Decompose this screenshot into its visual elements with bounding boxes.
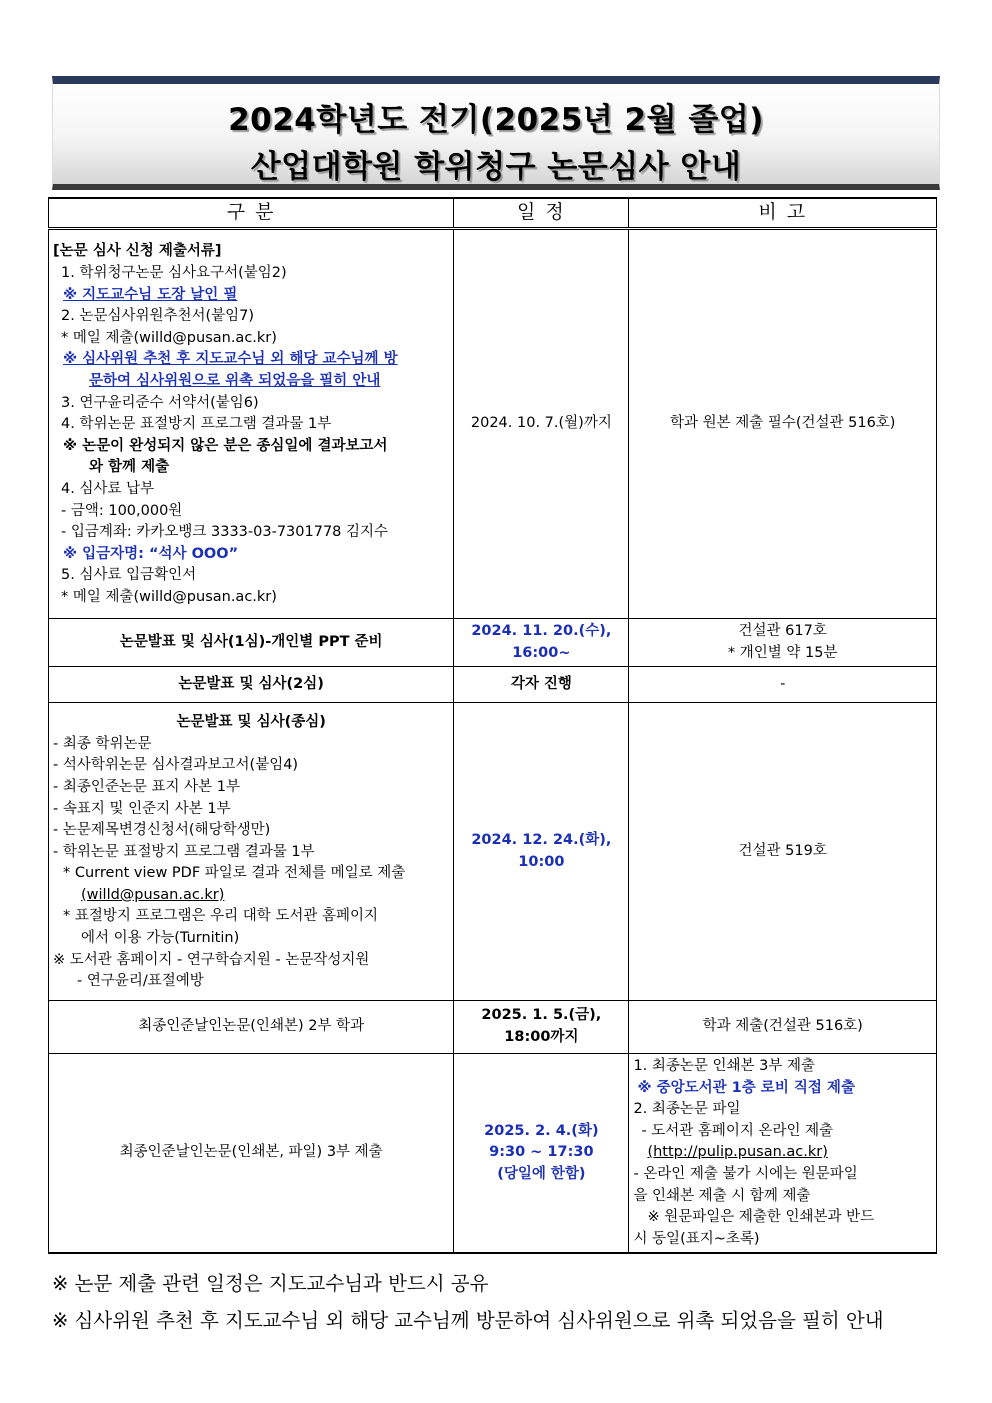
list-item: 2. 최종논문 파일 — [633, 1101, 741, 1118]
footnote-1: ※ 논문 제출 관련 일정은 지도교수님과 반드시 공유 — [52, 1272, 489, 1295]
title-line-2: 산업대학원 학위청구 논문심사 안내 — [250, 149, 742, 185]
row5-schedule — [454, 1001, 629, 1054]
table-header-row — [49, 198, 937, 229]
list-item: 4. 학위논문 표절방지 프로그램 결과물 1부 — [61, 416, 332, 433]
list-item: - 최종인준논문 표지 사본 1부 — [53, 778, 240, 795]
row5-item: 최종인준날인논문(인쇄본) 2부 학과 — [49, 1001, 454, 1054]
row6-note — [629, 1054, 937, 1254]
row4-schedule-line2: 10:00 — [518, 853, 565, 870]
row3-note: - — [629, 667, 937, 703]
list-item: - 속표지 및 인준지 사본 1부 — [53, 800, 231, 817]
list-item: 4. 심사료 납부 — [61, 480, 155, 497]
list-item: (http://pulip.pusan.ac.kr) — [647, 1144, 828, 1161]
list-item: * Current view PDF 파일로 결과 전체를 메일로 제출 — [63, 865, 406, 882]
list-item: ※ 원문파일은 제출한 인쇄본과 반드 — [647, 1209, 875, 1226]
list-item: - 논문제목변경신청서(해당학생만) — [53, 822, 271, 839]
list-item: 논문발표 및 심사(종심) — [176, 714, 326, 731]
table-row — [49, 667, 937, 703]
row3-schedule: 각자 진행 — [454, 667, 629, 703]
list-item: 문하여 심사위원으로 위촉 되었음을 필히 안내 — [89, 373, 381, 390]
row5-schedule-line2: 18:00까지 — [504, 1029, 579, 1045]
row2-note-line1: 건설관 617호 — [738, 622, 827, 639]
list-item: ※ 심사위원 추천 후 지도교수님 외 해당 교수님께 방 — [63, 351, 398, 368]
table-row — [49, 229, 937, 619]
row4-schedule — [454, 703, 629, 1001]
list-item: * 메일 제출(willd@pusan.ac.kr) — [61, 329, 277, 346]
list-item: ※ 지도교수님 도장 날인 필 — [63, 286, 238, 303]
footnote-2: ※ 심사위원 추천 후 지도교수님 외 해당 교수님께 방문하여 심사위원으로 위촉 되었음을 필히 안내 — [52, 1309, 884, 1332]
header-note: 비 고 — [629, 198, 937, 229]
title-banner — [52, 76, 940, 190]
list-item: - 도서관 홈페이지 온라인 제출 — [641, 1122, 834, 1139]
list-item: ※ 도서관 홈페이지 - 연구학습지원 - 논문작성지원 — [53, 951, 370, 968]
list-item: 와 함께 제출 — [89, 459, 170, 476]
list-item: - 온라인 제출 불가 시에는 원문파일 — [633, 1165, 858, 1182]
header-category: 구 분 — [49, 198, 454, 229]
list-item: * 메일 제출(willd@pusan.ac.kr) — [61, 588, 277, 605]
row4-note: 건설관 519호 — [629, 703, 937, 1001]
list-item: [논문 심사 신청 제출서류] — [53, 243, 222, 260]
list-item: (willd@pusan.ac.kr) — [81, 886, 225, 903]
row2-schedule-line1: 2024. 11. 20.(수), — [471, 622, 612, 639]
row4-schedule-line1: 2024. 12. 24.(화), — [471, 831, 612, 848]
row6-schedule — [454, 1054, 629, 1254]
list-item: 2. 논문심사위원추천서(붙임7) — [61, 308, 255, 325]
list-item: - 석사학위논문 심사결과보고서(붙임4) — [53, 757, 299, 774]
row6-schedule-line2: 9:30 ~ 17:30 — [489, 1144, 594, 1161]
row1-schedule: 2024. 10. 7.(월)까지 — [454, 229, 629, 619]
row2-item: 논문발표 및 심사(1심)-개인별 PPT 준비 — [49, 619, 454, 667]
schedule-table — [48, 197, 937, 1254]
list-item: - 최종 학위논문 — [53, 735, 152, 752]
row2-note-line2: * 개인별 약 15분 — [727, 644, 838, 661]
title-line-1: 2024학년도 전기(2025년 2월 졸업) — [228, 102, 764, 138]
row2-note — [629, 619, 937, 667]
list-item: - 금액: 100,000원 — [61, 502, 183, 519]
row2-schedule — [454, 619, 629, 667]
list-item: 시 동일(표지~초록) — [633, 1230, 760, 1247]
row4-item — [49, 703, 454, 1001]
list-item: 에서 이용 가능(Turnitin) — [81, 930, 240, 947]
table-row — [49, 1054, 937, 1254]
row2-schedule-line2: 16:00~ — [512, 644, 571, 661]
table-row — [49, 1001, 937, 1054]
row5-note: 학과 제출(건설관 516호) — [629, 1001, 937, 1054]
list-item: - 연구윤리/표절예방 — [77, 973, 204, 990]
row6-schedule-line1: 2025. 2. 4.(화) — [484, 1122, 599, 1139]
list-item: 을 인쇄본 제출 시 함께 제출 — [633, 1187, 811, 1204]
list-item: 1. 학위청구논문 심사요구서(붙임2) — [61, 265, 287, 282]
list-item: - 학위논문 표절방지 프로그램 결과물 1부 — [53, 843, 315, 860]
header-schedule: 일 정 — [454, 198, 629, 229]
row3-item: 논문발표 및 심사(2심) — [49, 667, 454, 703]
list-item: * 표절방지 프로그램은 우리 대학 도서관 홈페이지 — [63, 908, 379, 925]
row1-item — [49, 229, 454, 619]
list-item: ※ 논문이 완성되지 않은 분은 종심일에 결과보고서 — [63, 437, 388, 454]
table-row — [49, 703, 937, 1001]
list-item: 5. 심사료 입금확인서 — [61, 567, 197, 584]
list-item: - 입금계좌: 카카오뱅크 3333-03-7301778 김지수 — [61, 524, 389, 541]
table-row — [49, 619, 937, 667]
list-item: ※ 중앙도서관 1층 로비 직접 제출 — [637, 1079, 855, 1096]
row1-note: 학과 원본 제출 필수(건설관 516호) — [629, 229, 937, 619]
list-item: 1. 최종논문 인쇄본 3부 제출 — [633, 1058, 816, 1074]
row5-schedule-line1: 2025. 1. 5.(금), — [481, 1007, 602, 1024]
row6-item: 최종인준날인논문(인쇄본, 파일) 3부 제출 — [49, 1054, 454, 1254]
list-item: 3. 연구윤리준수 서약서(붙임6) — [61, 394, 259, 411]
row6-schedule-line3: (당일에 한함) — [497, 1165, 586, 1182]
list-item: ※ 입금자명: “석사 OOO” — [63, 545, 239, 562]
